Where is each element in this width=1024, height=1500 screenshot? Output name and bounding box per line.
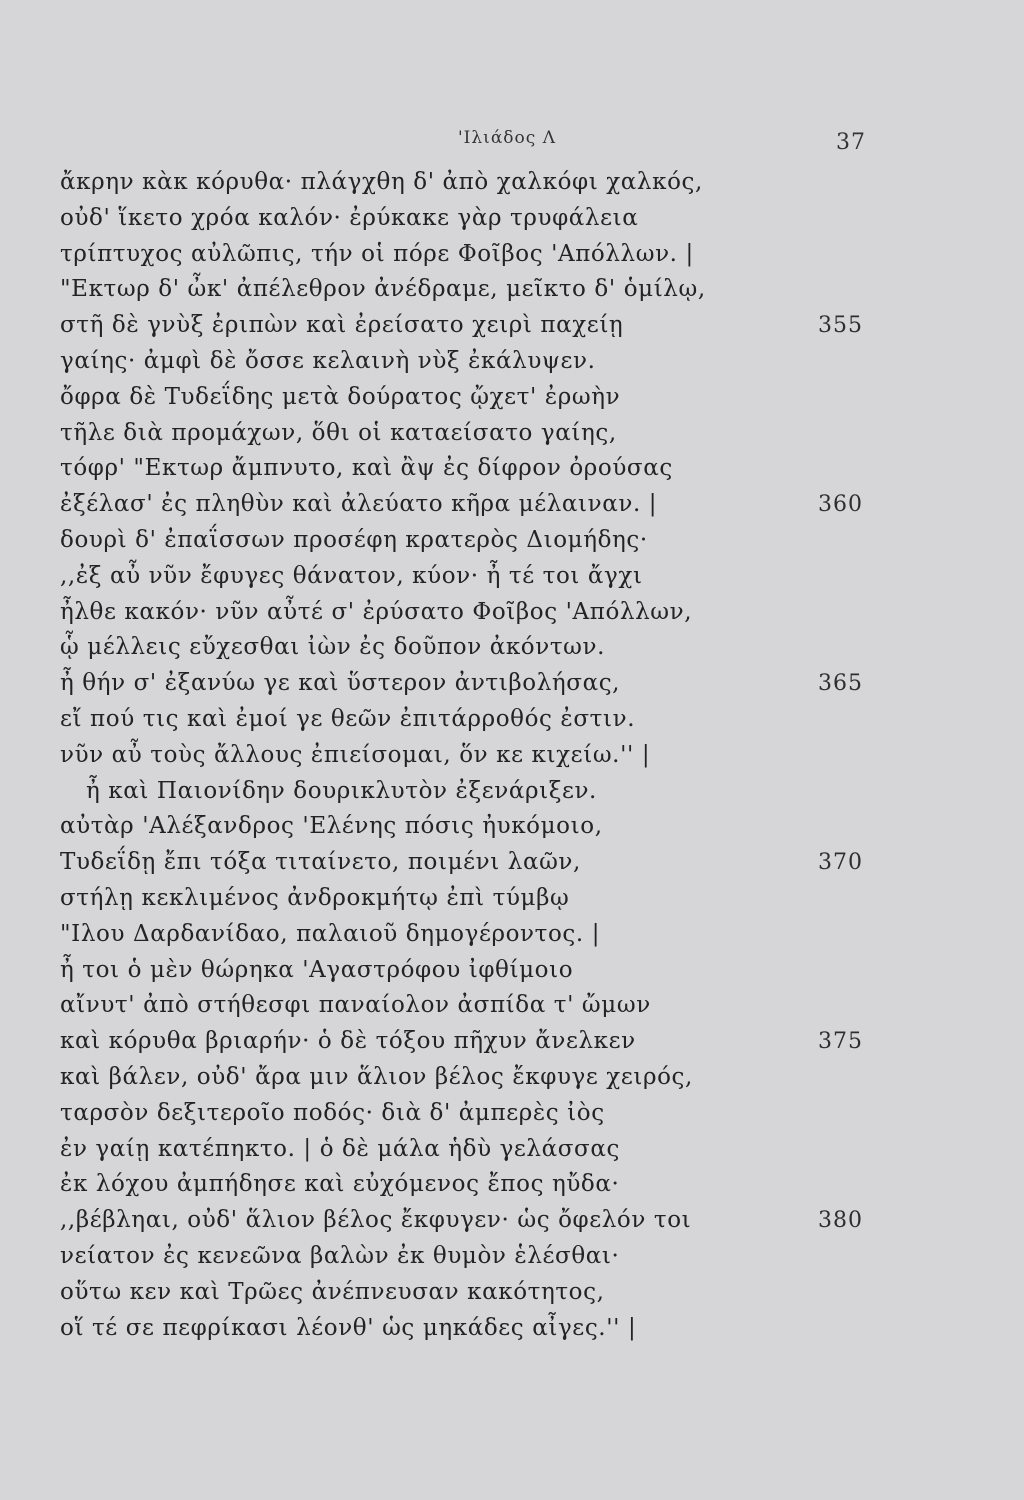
verse-text: τῆλε διὰ προμάχων, ὅθι οἱ καταείσατο γαίης,: [60, 419, 617, 446]
verse-line: [0, 702, 1024, 738]
line-number: 380: [818, 1208, 863, 1234]
verse-line: [0, 451, 1024, 487]
line-number: 365: [818, 671, 863, 697]
verse-text: αἴνυτ' ἀπὸ στήθεσφι παναίολον ἀσπίδα τ' ὤμων: [60, 992, 651, 1019]
verse-text: ἐξέλασ' ἐς πληθὺν καὶ ἀλεύατο κῆρα μέλαιναν. |: [60, 491, 658, 518]
verse-line: [0, 1239, 1024, 1275]
verse-text: νείατον ἐς κενεῶνα βαλὼν ἐκ θυμὸν ἑλέσθαι·: [60, 1242, 620, 1269]
verse-line: [0, 308, 1024, 344]
verse-line: [0, 809, 1024, 845]
verse-line: [0, 380, 1024, 416]
verse-line: [0, 201, 1024, 237]
verse-text: οὕτω κεν καὶ Τρῶες ἀνέπνευσαν κακότητος,: [60, 1278, 605, 1305]
verse-text: καὶ βάλεν, οὐδ' ἄρα μιν ἅλιον βέλος ἔκφυγε χειρός,: [60, 1063, 693, 1090]
verse-line: [0, 881, 1024, 917]
verse-line: [0, 1132, 1024, 1168]
verse-text: ἦ καὶ Παιονίδην δουρικλυτὸν ἐξενάριξεν.: [86, 777, 597, 804]
verse-text: εἴ πού τις καὶ ἐμοί γε θεῶν ἐπιτάρροθός ἐστιν.: [60, 705, 636, 732]
line-number: 370: [818, 850, 863, 876]
verse-line: [0, 165, 1024, 201]
verse-line: [0, 416, 1024, 452]
verse-text: γαίης· ἀμφὶ δὲ ὄσσε κελαινὴ νὺξ ἐκάλυψεν.: [60, 347, 596, 374]
verse-text: τόφρ' "Εκτωρ ἄμπνυτο, καὶ ἂψ ἐς δίφρον ὀρούσας: [60, 455, 673, 482]
verse-line: [0, 344, 1024, 380]
line-number: 360: [818, 492, 863, 518]
verse-line: [0, 523, 1024, 559]
line-number: 355: [818, 313, 863, 339]
verse-line: [0, 1060, 1024, 1096]
verse-text: Τυδεΐδῃ ἔπι τόξα τιταίνετο, ποιμένι λαῶν,: [60, 849, 581, 876]
verse-line: [0, 487, 1024, 523]
verse-text: οὐδ' ἵκετο χρόα καλόν· ἐρύκακε γὰρ τρυφάλεια: [60, 204, 639, 231]
verse-text: ᾧ μέλλεις εὔχεσθαι ἰὼν ἐς δοῦπον ἀκόντων.: [60, 634, 606, 661]
verse-line: [0, 1203, 1024, 1239]
verse-line: [0, 774, 1024, 810]
verse-text: στήλῃ κεκλιμένος ἀνδροκμήτῳ ἐπὶ τύμβῳ: [60, 884, 570, 911]
verse-line: [0, 1024, 1024, 1060]
verse-text: ταρσὸν δεξιτεροῖο ποδός· διὰ δ' ἀμπερὲς ἰὸς: [60, 1099, 605, 1126]
page-number: 37: [836, 130, 866, 155]
verse-text: δουρὶ δ' ἐπαΐσσων προσέφη κρατερὸς Διομήδης·: [60, 526, 648, 553]
verse-text: ἦλθε κακόν· νῦν αὖτέ σ' ἐρύσατο Φοῖβος 'Απόλλων,: [60, 598, 693, 625]
verse-text: οἵ τέ σε πεφρίκασι λέονθ' ὡς μηκάδες αἶγες.'' |: [60, 1314, 637, 1341]
verse-line: [0, 953, 1024, 989]
verse-line: [0, 630, 1024, 666]
verse-line: [0, 595, 1024, 631]
verse-text: ἐκ λόχου ἀμπήδησε καὶ εὐχόμενος ἔπος ηὔδα·: [60, 1171, 620, 1198]
verse-lines: [0, 165, 1024, 1346]
verse-text: "Ιλου Δαρδανίδαο, παλαιοῦ δημογέροντος. |: [60, 920, 601, 947]
verse-line: [0, 1096, 1024, 1132]
verse-line: [0, 738, 1024, 774]
verse-line: [0, 666, 1024, 702]
line-number: 375: [818, 1029, 863, 1055]
verse-text: ,,βέβληαι, οὐδ' ἅλιον βέλος ἔκφυγεν· ὡς ὄφελόν τοι: [60, 1207, 692, 1234]
verse-line: [0, 1167, 1024, 1203]
verse-line: [0, 988, 1024, 1024]
verse-text: στῆ δὲ γνὺξ ἐριπὼν καὶ ἐρείσατο χειρὶ παχείῃ: [60, 312, 624, 339]
verse-text: ἦ θήν σ' ἐξανύω γε καὶ ὕστερον ἀντιβολήσας,: [60, 670, 621, 697]
verse-line: [0, 917, 1024, 953]
verse-text: τρίπτυχος αὐλῶπις, τήν οἱ πόρε Φοῖβος 'Απόλλων. |: [60, 240, 694, 267]
verse-line: [0, 559, 1024, 595]
verse-text: ὄφρα δὲ Τυδεΐδης μετὰ δούρατος ᾤχετ' ἐρωὴν: [60, 383, 621, 410]
running-header-title: 'Ιλιάδος Λ: [458, 128, 556, 148]
verse-text: αὐτὰρ 'Αλέξανδρος 'Ελένης πόσις ἠυκόμοιο,: [60, 813, 603, 840]
verse-text: καὶ κόρυθα βριαρήν· ὁ δὲ τόξου πῆχυν ἄνελκεν: [60, 1028, 636, 1055]
verse-text: ,,ἐξ αὖ νῦν ἔφυγες θάνατον, κύον· ἦ τέ τοι ἄγχι: [60, 562, 643, 589]
verse-line: [0, 237, 1024, 273]
verse-text: ἦ τοι ὁ μὲν θώρηκα 'Αγαστρόφου ἰφθίμοιο: [60, 956, 574, 983]
verse-line: [0, 1275, 1024, 1311]
verse-line: [0, 1311, 1024, 1347]
verse-text: ἄκρην κὰκ κόρυθα· πλάγχθη δ' ἀπὸ χαλκόφι χαλκός,: [60, 169, 703, 195]
verse-line: [0, 272, 1024, 308]
verse-line: [0, 845, 1024, 881]
verse-text: "Εκτωρ δ' ὦκ' ἀπέλεθρον ἀνέδραμε, μεῖκτο δ' ὁμίλῳ,: [60, 276, 706, 303]
verse-text: ἐν γαίῃ κατέπηκτο. | ὁ δὲ μάλα ἡδὺ γελάσσας: [60, 1135, 620, 1162]
verse-text: νῦν αὖ τοὺς ἄλλους ἐπιείσομαι, ὅν κε κιχείω.'' |: [60, 741, 651, 768]
